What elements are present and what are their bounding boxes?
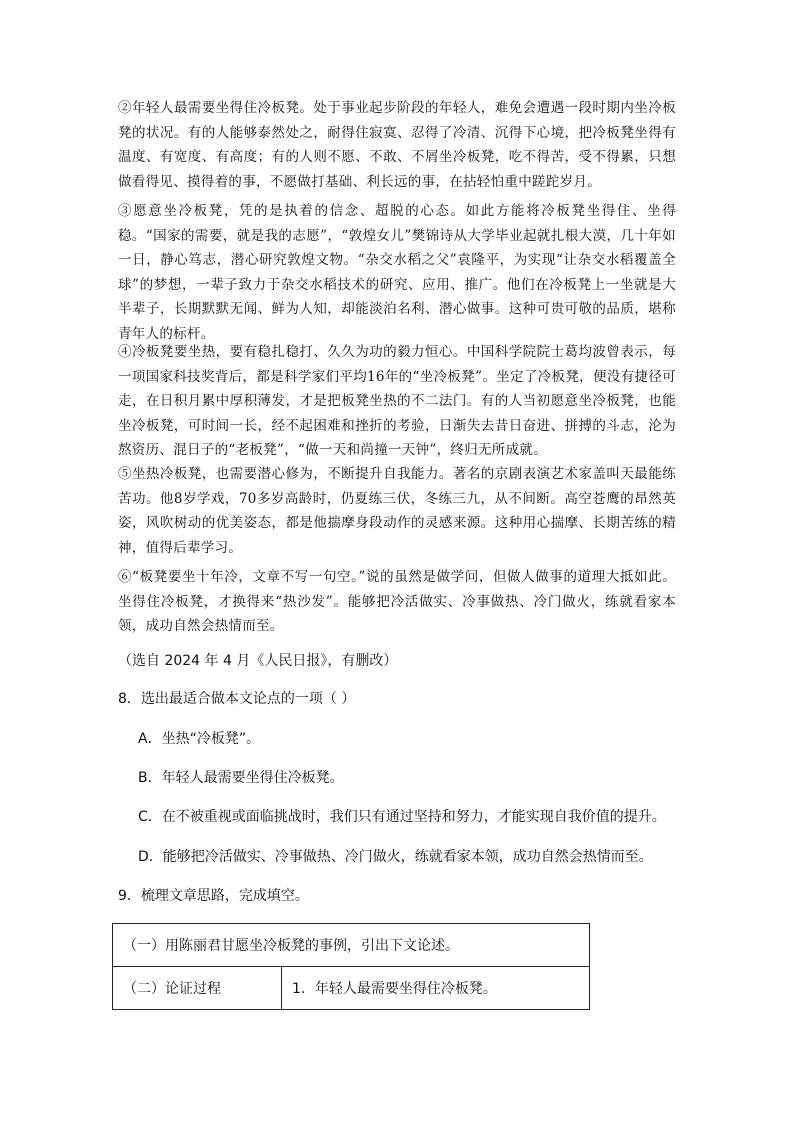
- paragraph-6: ⑥“板凳要坐十年冷，文章不写一句空。”说的虽然是做学问，但做人做事的道理大抵如此。坐得住冷板凳，才换得来“热沙发”。能够把冷活做实、冷事做热、冷门做火，练就看家本领，成功自然会热情而至。: [118, 569, 676, 634]
- table-cell-content: 1．年轻人最需要坐得住冷板凳。: [282, 967, 590, 1010]
- question-8-stem: 8．选出最适合做本文论点的一项（ ）: [118, 691, 356, 707]
- paragraph-2: ②年轻人最需要坐得住冷板凳。处于事业起步阶段的年轻人，难免会遭遇一段时期内坐冷板凳的状况。有的人能够泰然处之，耐得住寂寞、忍得了冷清、沉得下心境，把冷板凳坐得有温度、有宽度、有高度；有的人则不愿、不敢、不屑坐冷板凳，吃不得苦，受不得累，只想做看得见、摸得着的事，不愿做打基础、利长远的事，在拈轻怕重中蹉跎岁月。: [118, 100, 676, 190]
- table-row: [113, 967, 590, 1010]
- table-cell-label: （二）论证过程: [113, 967, 282, 1010]
- question-8-option-c: C．在不被重视或面临挑战时，我们只有通过坚持和努力，才能实现自我价值的提升。: [138, 809, 666, 825]
- question-8-option-b: B．年轻人最需要坐得住冷板凳。: [138, 770, 344, 786]
- question-8-option-d: D．能够把冷活做实、冷事做热、冷门做火，练就看家本领，成功自然会热情而至。: [138, 849, 653, 865]
- table-cell-intro: （一）用陈丽君甘愿坐冷板凳的事例，引出下文论述。: [113, 924, 590, 967]
- source-note: （选自 2024 年 4 月《人民日报》，有删改）: [118, 653, 398, 669]
- paragraph-4: ④冷板凳要坐热，要有稳扎稳打、久久为功的毅力恒心。中国科学院院士葛均波曾表示，每一项国家科技奖背后，都是科学家们平均16年的“坐冷板凳”。坐定了冷板凳，便没有捷径可走，在日积月累中厚积薄发，才是把板凳坐热的不二法门。有的人当初愿意坐冷板凳，也能坐冷板凳，可时间一长，经不起困难和挫折的考验，日渐失去昔日奋进、拼搏的斗志，沦为熬资历、混日子的“老板凳”，“做一天和尚撞一天钟”，终归无所成就。: [118, 344, 676, 458]
- question-9-stem: 9．梳理文章思路，完成填空。: [118, 888, 309, 904]
- paragraph-5: ⑤坐热冷板凳，也需要潜心修为，不断提升自我能力。著名的京剧表演艺术家盖叫天最能练苦功。他8岁学戏，70多岁高龄时，仍夏练三伏，冬练三九，从不间断。高空苍鹰的昂然英姿，风吹树动的优美姿态，都是他揣摩身段动作的灵感来源。这种用心揣摩、长期苦练的精神，值得后辈学习。: [118, 466, 676, 556]
- table-row: [113, 924, 590, 967]
- paragraph-3: ③愿意坐冷板凳，凭的是执着的信念、超脱的心态。如此方能将冷板凳坐得住、坐得稳。“国家的需要，就是我的志愿”，“敦煌女儿”樊锦诗从大学毕业起就扎根大漠，几十年如一日，静心笃志，潜心研究敦煌文物。“杂交水稻之父”袁隆平，为实现“让杂交水稻覆盖全球”的梦想，一辈子致力于杂交水稻技术的研究、应用、推广。他们在冷板凳上一坐就是大半辈子，长期默默无闻、鲜为人知，却能淡泊名利、潜心做事。这种可贵可敬的品质，堪称青年人的标杆。: [118, 203, 676, 342]
- structure-table: [112, 923, 590, 1010]
- question-8-option-a: A．坐热“冷板凳”。: [138, 731, 261, 747]
